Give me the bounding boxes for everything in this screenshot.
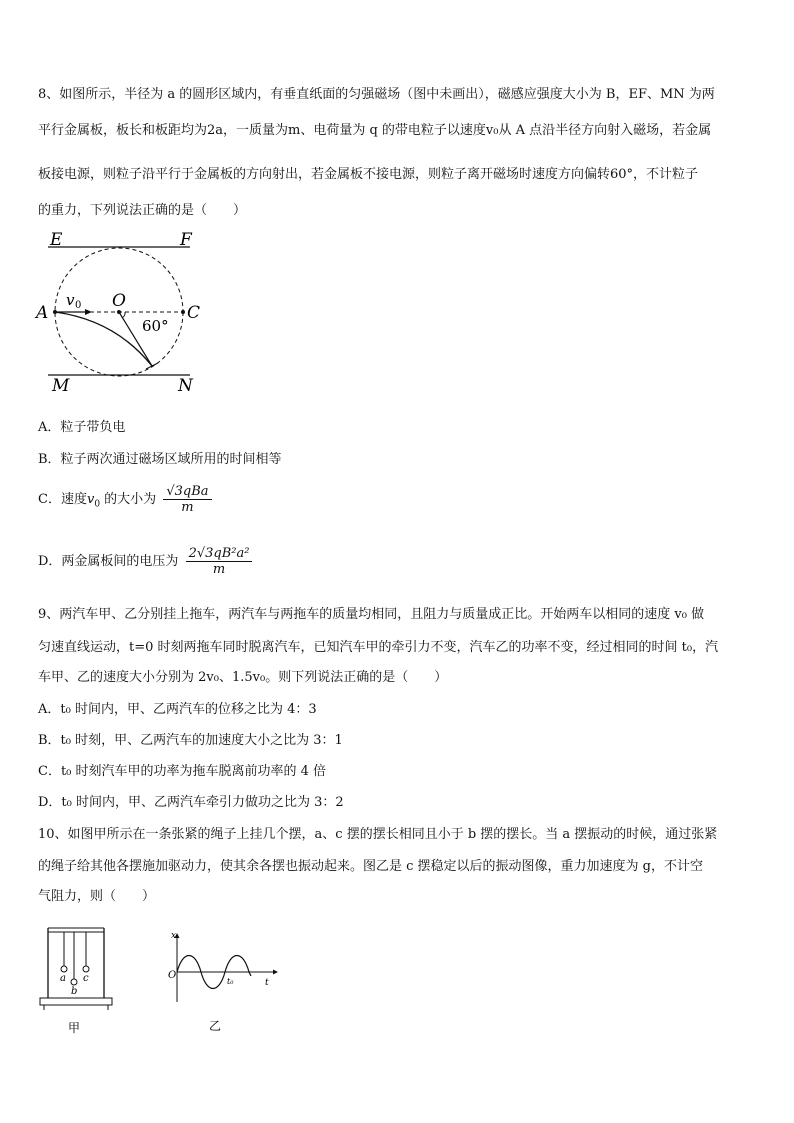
q10-line-2: 的绳子给其他各摆施加驱动力，使其余各摆也振动起来。图乙是 c 摆稳定以后的振动图像，重力加速度为 g，不计空 bbox=[38, 859, 704, 874]
q9-line-3: 车甲、乙的速度大小分别为 2v₀、1.5v₀。则下列说法正确的是（ ） bbox=[38, 670, 448, 685]
q8-option-d-prefix: D．两金属板间的电压为 bbox=[38, 554, 179, 569]
figure-jia-caption: 甲 bbox=[68, 1021, 81, 1035]
graph-t-axis-label: t bbox=[265, 978, 269, 988]
q8-option-c-numerator: √3qBa bbox=[163, 484, 211, 500]
q8-line-3: 板接电源，则粒子沿平行于金属板的方向射出，若金属板不接电源，则粒子离开磁场时速度方向偏转60°，不计粒子 bbox=[38, 167, 699, 182]
pendulum-a-label: a bbox=[60, 973, 66, 984]
q10-figure-yi bbox=[165, 930, 280, 1035]
q8-option-d-denominator: m bbox=[212, 562, 226, 577]
q8-option-b: B．粒子两次通过磁场区域所用的时间相等 bbox=[38, 452, 282, 467]
q9-option-c: C．t₀ 时刻汽车甲的功率为拖车脱离前功率的 4 倍 bbox=[38, 764, 327, 779]
graph-t0-label: t₀ bbox=[227, 977, 234, 986]
label-O: O bbox=[112, 291, 126, 311]
q9-option-d: D．t₀ 时间内，甲、乙两汽车牵引力做功之比为 3：2 bbox=[38, 795, 344, 810]
graph-x-axis-label: x bbox=[171, 931, 177, 941]
label-F: F bbox=[180, 230, 192, 250]
q8-option-d-fraction bbox=[186, 546, 253, 577]
label-E: E bbox=[50, 230, 63, 250]
q8-option-c-prefix: C．速度 bbox=[38, 492, 87, 507]
q8-option-d-numerator: 2√3qB²a² bbox=[186, 546, 253, 562]
label-A: A bbox=[36, 303, 49, 323]
graph-origin-label: O bbox=[168, 970, 177, 981]
label-v0: v bbox=[66, 291, 75, 309]
q8-line-1: 8、如图所示，半径为 a 的圆形区域内，有垂直纸面的匀强磁场（图中未画出），磁感应强度大小为 B，EF、MN 为两 bbox=[38, 87, 715, 102]
figure-yi-caption: 乙 bbox=[209, 1019, 222, 1033]
q9-line-2: 匀速直线运动，t=0 时刻两拖车同时脱离汽车，已知汽车甲的牵引力不变，汽车乙的功率不变，经过相同的时间 t₀，汽 bbox=[38, 640, 719, 655]
pendulum-c-label: c bbox=[83, 973, 89, 984]
q9-line-1: 9、两汽车甲、乙分别挂上拖车，两汽车与两拖车的质量均相同，且阻力与质量成正比。开始两车以相同的速度 v₀ 做 bbox=[38, 607, 705, 622]
label-M: M bbox=[52, 376, 70, 396]
q8-option-c-fraction bbox=[163, 484, 211, 515]
q8-option-c-var: v bbox=[86, 492, 95, 507]
q10-line-1: 10、如图甲所示在一条张紧的绳子上挂几个摆，a、c 摆的摆长相同且小于 b 摆的摆长。当 a 摆振动的时候，通过张紧 bbox=[38, 827, 718, 842]
q8-figure bbox=[30, 225, 220, 400]
label-angle: 60° bbox=[142, 317, 169, 335]
q10-figure-jia bbox=[34, 924, 124, 1039]
q9-option-a: A．t₀ 时间内，甲、乙两汽车的位移之比为 4：3 bbox=[38, 702, 317, 717]
q8-option-c-mid: 的大小为 bbox=[100, 492, 157, 507]
q10-line-3: 气阻力，则（ ） bbox=[38, 889, 156, 904]
q8-option-c-denominator: m bbox=[181, 500, 194, 515]
q8-option-a: A．粒子带负电 bbox=[38, 420, 126, 435]
q8-option-d bbox=[38, 546, 252, 577]
q8-option-c-sub: 0 bbox=[94, 499, 101, 510]
label-N: N bbox=[178, 376, 193, 396]
q8-option-c bbox=[38, 484, 212, 515]
q8-line-2: 平行金属板，板长和板距均为2a，一质量为m、电荷量为 q 的带电粒子以速度v₀从 A 点沿半径方向射入磁场，若金属 bbox=[38, 123, 712, 138]
label-C: C bbox=[187, 303, 201, 323]
q9-option-b: B．t₀ 时刻，甲、乙两汽车的加速度大小之比为 3：1 bbox=[38, 733, 343, 748]
label-v0-sub: 0 bbox=[75, 300, 82, 311]
q8-line-4: 的重力，下列说法正确的是（ ） bbox=[38, 203, 247, 218]
pendulum-b-label: b bbox=[71, 986, 78, 997]
